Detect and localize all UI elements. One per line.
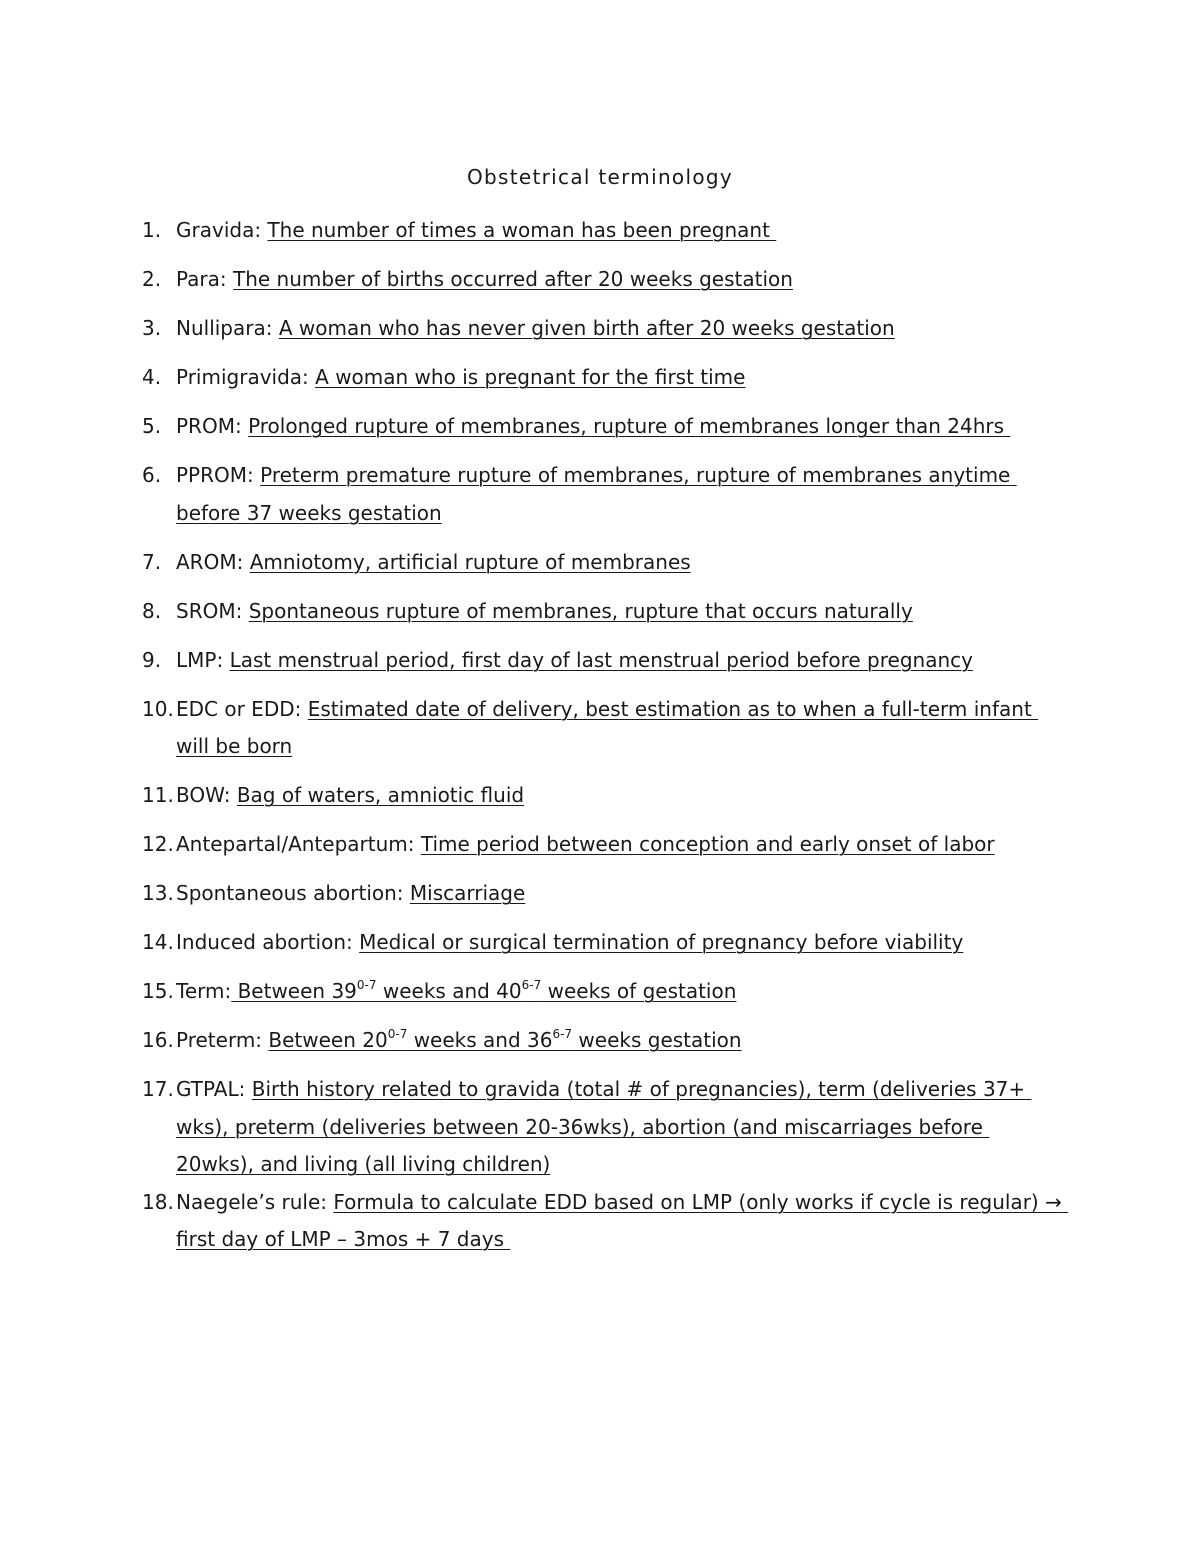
item-number: 18. — [142, 1189, 174, 1214]
item-definition: Prolonged rupture of membranes, rupture of membranes longer than 24hrs — [248, 414, 1011, 438]
list-item — [142, 310, 1062, 348]
list-item — [142, 261, 1062, 299]
item-definition: Bag of waters, amniotic fluid — [236, 783, 525, 807]
item-term: Gravida: — [176, 218, 262, 242]
list-item — [142, 875, 1062, 913]
item-definition: Preterm premature rupture of membranes, rupture of membranes anytime before 37 weeks gestation — [176, 463, 1017, 525]
item-number: 16. — [142, 1028, 174, 1052]
item-definition: Estimated date of delivery, best estimation as to when a full-term infant will be born — [176, 696, 1039, 758]
item-definition: A woman who has never given birth after 20 weeks gestation — [278, 316, 895, 340]
list-item — [142, 593, 1062, 631]
item-definition — [268, 1028, 741, 1052]
item-number: 10. — [142, 696, 174, 721]
item-term: Preterm: — [176, 1028, 263, 1052]
list-item — [142, 1071, 1062, 1184]
item-number: 9. — [142, 647, 162, 672]
superscript-days: 6-7 — [521, 978, 542, 992]
item-number: 17. — [142, 1077, 174, 1101]
list-item — [142, 642, 1062, 680]
item-number: 3. — [142, 316, 162, 340]
item-term: PPROM: — [176, 463, 254, 487]
superscript-days: 6-7 — [552, 1027, 573, 1041]
item-term: LMP: — [176, 647, 224, 672]
document-title: Obstetrical terminology — [467, 165, 733, 189]
list-item — [142, 359, 1062, 397]
item-definition: Miscarriage — [409, 881, 526, 905]
item-number: 15. — [142, 979, 174, 1003]
item-term: Spontaneous abortion: — [176, 881, 404, 905]
list-item — [142, 691, 1062, 766]
item-definition: Amniotomy, artificial rupture of membranes — [249, 549, 691, 574]
item-term: SROM: — [176, 598, 243, 623]
item-number: 2. — [142, 267, 162, 291]
item-definition — [231, 979, 736, 1003]
definition-text: weeks and 36 — [407, 1028, 553, 1052]
list-item — [142, 826, 1062, 864]
terminology-list — [142, 212, 1069, 1270]
item-definition: A woman who is pregnant for the first time — [315, 365, 746, 389]
definition-text: Between 20 — [268, 1028, 388, 1052]
definition-text: weeks of gestation — [541, 979, 737, 1003]
item-definition: Medical or surgical termination of pregnancy before viability — [359, 930, 964, 954]
superscript-days: 0-7 — [387, 1027, 408, 1041]
item-number: 5. — [142, 414, 162, 438]
item-number: 8. — [142, 598, 162, 623]
item-term: PROM: — [176, 414, 242, 438]
list-item — [142, 544, 1062, 582]
item-number: 6. — [142, 463, 162, 487]
item-term: GTPAL: — [176, 1077, 246, 1101]
item-definition: Last menstrual period, first day of last menstrual period before pregnancy — [229, 647, 973, 672]
definition-text: weeks and 40 — [376, 979, 522, 1003]
list-item — [142, 924, 1062, 962]
list-item — [142, 1184, 1069, 1259]
definition-text: weeks gestation — [572, 1028, 742, 1052]
item-number: 13. — [142, 881, 174, 905]
item-number: 12. — [142, 832, 174, 856]
list-item — [142, 408, 1062, 446]
item-term: Nullipara: — [176, 316, 273, 340]
list-item — [142, 457, 1062, 532]
item-term: Antepartal/Antepartum: — [176, 832, 415, 856]
item-number: 1. — [142, 218, 162, 242]
item-definition: Birth history related to gravida (total # of pregnancies), term (deliveries 37+ wks), preterm (deliveries between 20-36wks), abortion (and miscarriages before 20wks), and living (all living children) — [176, 1077, 1032, 1176]
item-term: Naegele’s rule: — [176, 1189, 328, 1214]
item-term: BOW: — [176, 783, 231, 807]
item-number: 11. — [142, 783, 174, 807]
item-definition: Formula to calculate EDD based on LMP (only works if cycle is regular) → first day of LMP – 3mos + 7 days — [176, 1189, 1069, 1251]
item-term: Induced abortion: — [176, 930, 353, 954]
list-item — [142, 212, 1062, 250]
definition-text: Between 39 — [231, 979, 357, 1003]
item-term: EDC or EDD: — [176, 696, 302, 721]
list-item — [142, 973, 1062, 1011]
item-definition: The number of births occurred after 20 weeks gestation — [233, 267, 793, 291]
list-item — [142, 777, 1062, 815]
item-term: Term: — [176, 979, 232, 1003]
item-definition: The number of times a woman has been pregnant — [267, 218, 777, 242]
list-item — [142, 1022, 1062, 1060]
item-number: 14. — [142, 930, 174, 954]
item-term: Para: — [176, 267, 227, 291]
item-definition: Spontaneous rupture of membranes, rupture that occurs naturally — [248, 598, 913, 623]
superscript-days: 0-7 — [356, 978, 377, 992]
item-number: 7. — [142, 549, 162, 574]
item-number: 4. — [142, 365, 162, 389]
item-term: AROM: — [176, 549, 244, 574]
item-definition: Time period between conception and early onset of labor — [420, 832, 995, 856]
item-term: Primigravida: — [176, 365, 309, 389]
